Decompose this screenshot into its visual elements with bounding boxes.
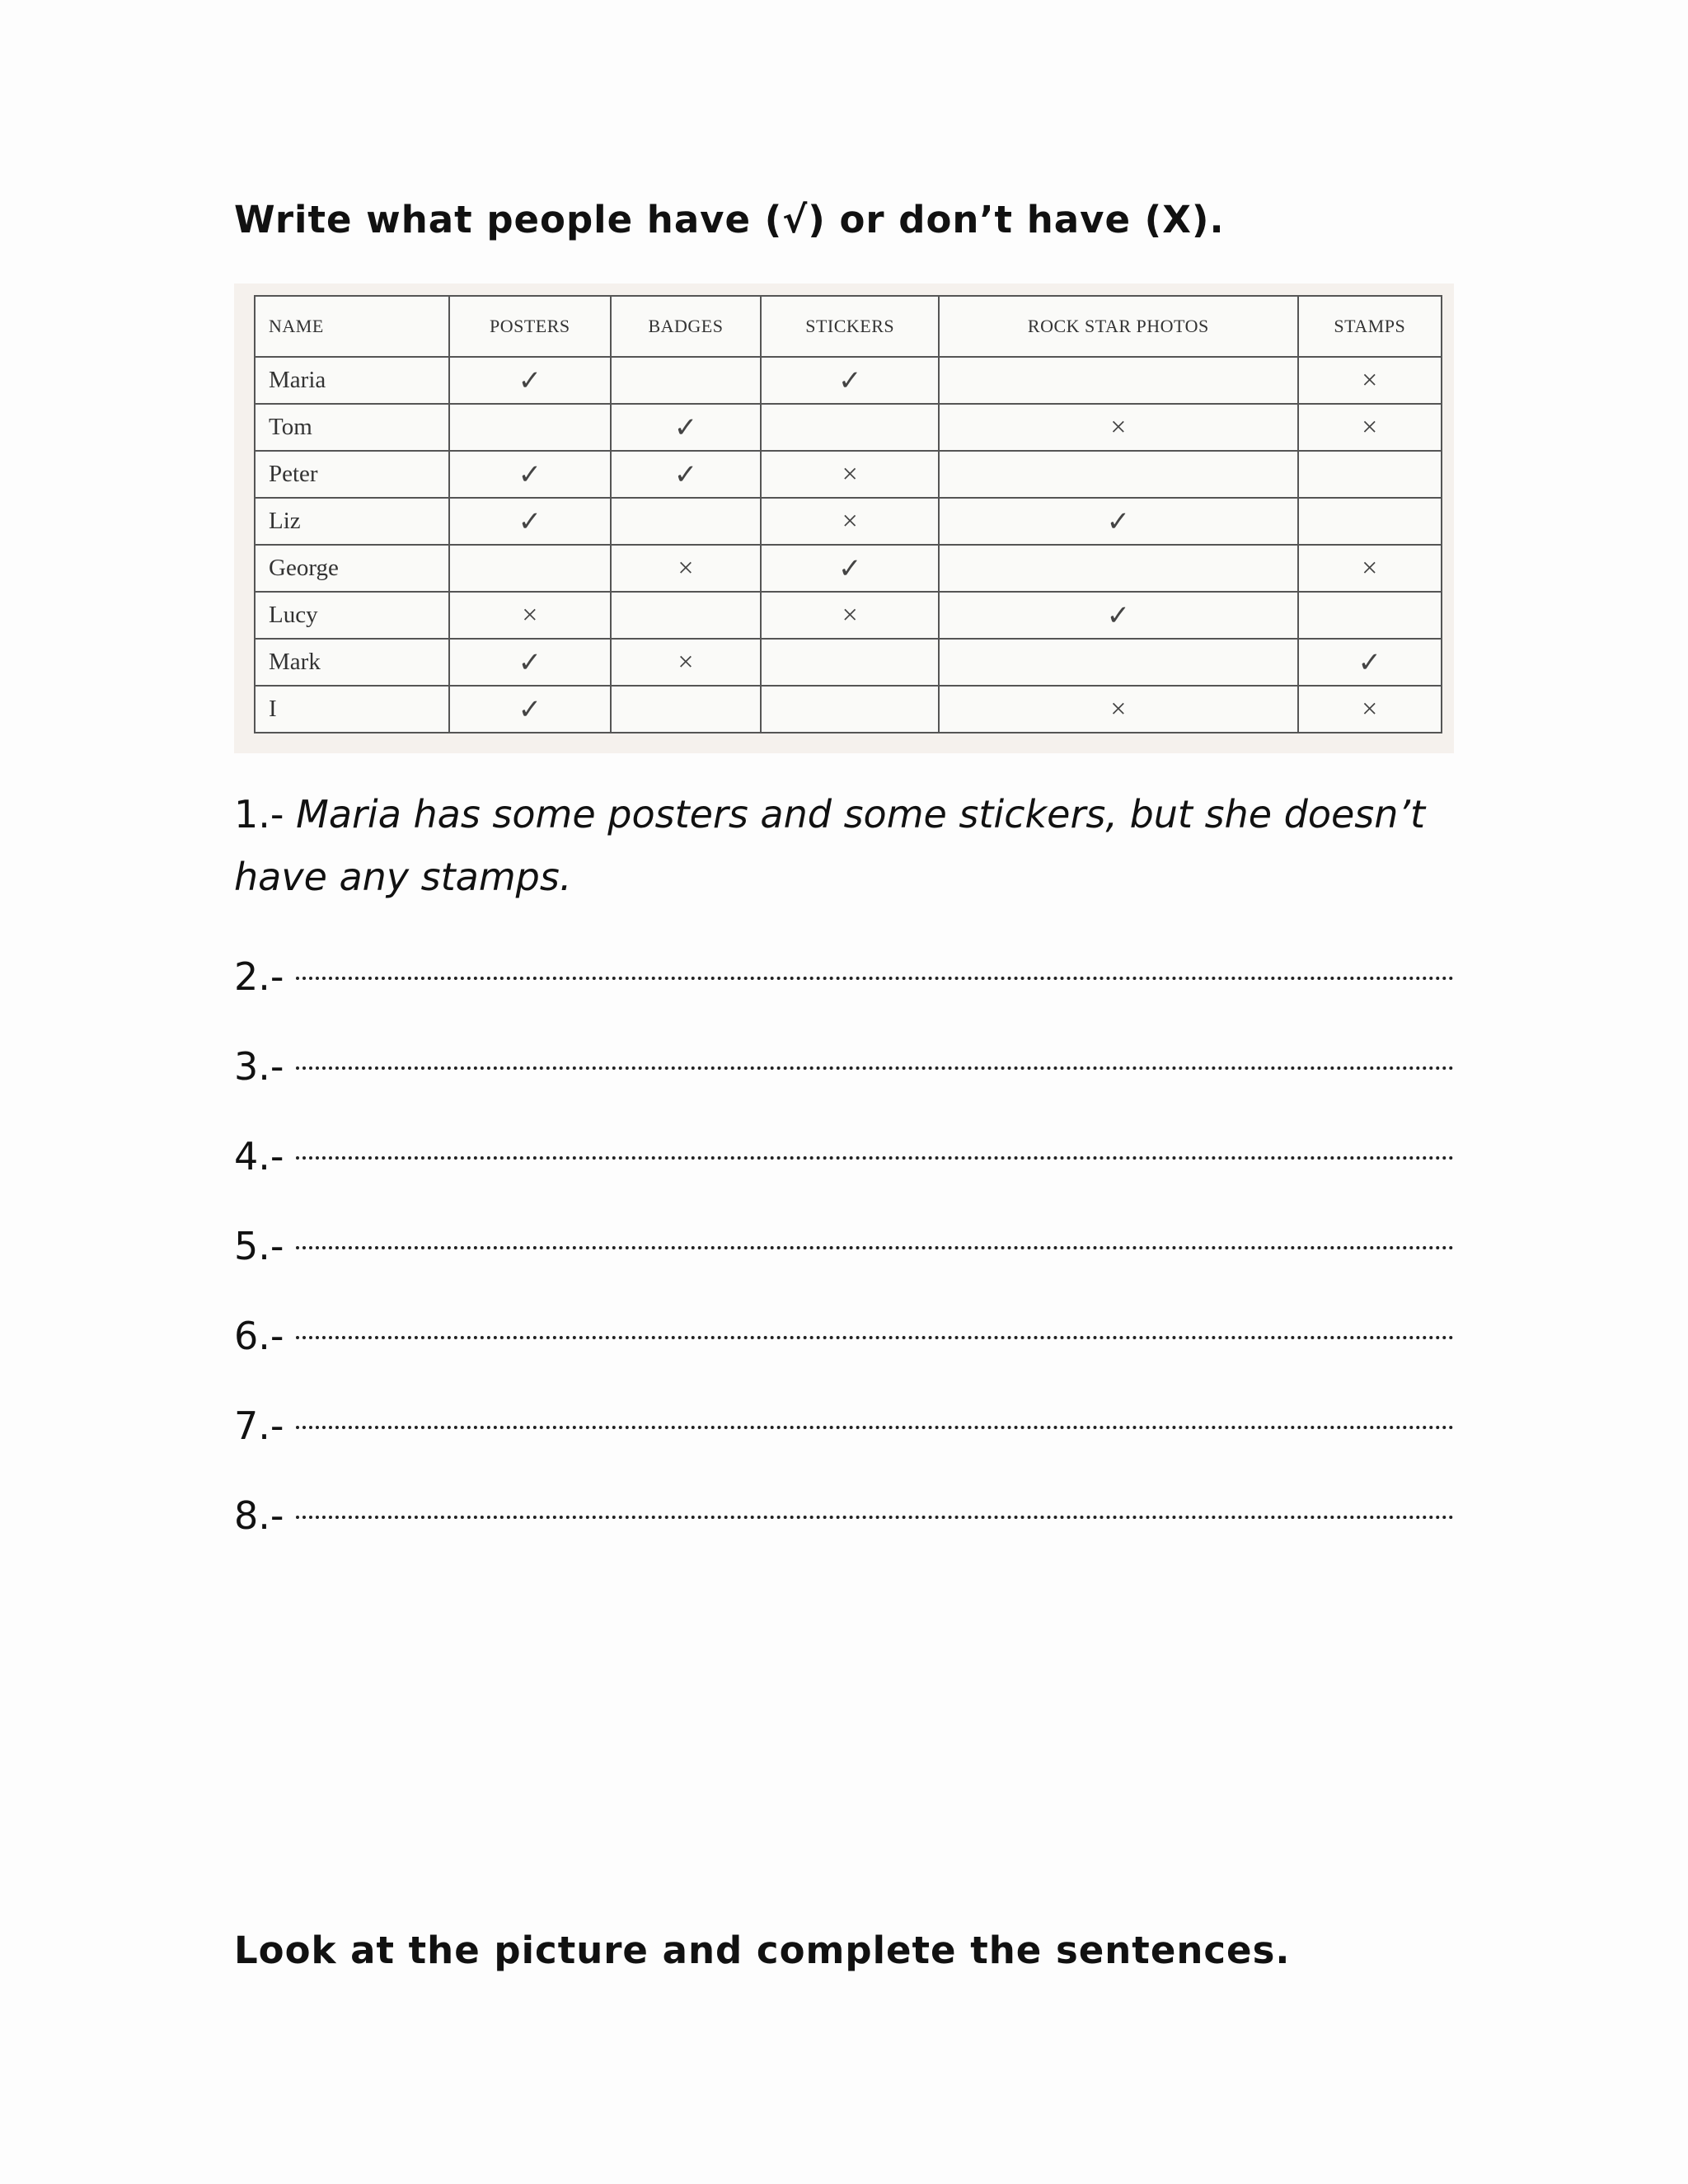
answer-line-6[interactable]: [234, 1300, 1454, 1358]
row-name: George: [255, 545, 449, 592]
line-number: 5.-: [234, 1224, 284, 1268]
mark-cell: ✓: [761, 357, 939, 404]
table-row: [255, 498, 1442, 545]
dotted-answer-space[interactable]: [296, 1210, 1455, 1259]
mark-cell: ×: [1298, 686, 1442, 733]
mark-cell: ✓: [1298, 639, 1442, 686]
mark-cell: [939, 545, 1297, 592]
mark-cell: [1298, 592, 1442, 639]
dotted-answer-space[interactable]: [296, 1479, 1455, 1529]
mark-cell: [611, 686, 762, 733]
dotted-answer-space[interactable]: [296, 1030, 1455, 1080]
row-name: Tom: [255, 404, 449, 451]
mark-cell: ✓: [449, 686, 611, 733]
dotted-answer-space[interactable]: [296, 1120, 1455, 1169]
mark-cell: ×: [761, 451, 939, 498]
table-header-row: [255, 296, 1442, 357]
mark-cell: [611, 498, 762, 545]
line-number: 4.-: [234, 1134, 284, 1179]
mark-cell: ×: [1298, 404, 1442, 451]
mark-cell: [939, 639, 1297, 686]
header-stickers: STICKERS: [761, 296, 939, 357]
instruction-heading-table: Write what people have (√) or don’t have (X).: [234, 198, 1225, 241]
mark-cell: [611, 592, 762, 639]
mark-cell: ✓: [449, 357, 611, 404]
example-sentence: [234, 783, 1454, 908]
table-row: [255, 357, 1442, 404]
mark-cell: [939, 451, 1297, 498]
mark-cell: [761, 686, 939, 733]
row-name: Maria: [255, 357, 449, 404]
possessions-table: [254, 295, 1442, 733]
mark-cell: [449, 545, 611, 592]
table-row: [255, 686, 1442, 733]
answer-line-8[interactable]: [234, 1479, 1454, 1538]
header-name: NAME: [255, 296, 449, 357]
header-stamps: STAMPS: [1298, 296, 1442, 357]
mark-cell: ✓: [449, 498, 611, 545]
table-row: [255, 404, 1442, 451]
example-text: Maria has some posters and some stickers, but she doesn’t have any stamps.: [234, 792, 1426, 899]
mark-cell: ×: [1298, 545, 1442, 592]
mark-cell: [761, 404, 939, 451]
mark-cell: ×: [611, 639, 762, 686]
dotted-answer-space[interactable]: [296, 1390, 1455, 1439]
mark-cell: [761, 639, 939, 686]
mark-cell: ×: [449, 592, 611, 639]
line-number: 3.-: [234, 1044, 284, 1089]
row-name: Liz: [255, 498, 449, 545]
row-name: Lucy: [255, 592, 449, 639]
line-number: 6.-: [234, 1314, 284, 1358]
row-name: I: [255, 686, 449, 733]
instruction-heading-picture: Look at the picture and complete the sentences.: [234, 1929, 1291, 1972]
table-row: [255, 451, 1442, 498]
mark-cell: ✓: [449, 639, 611, 686]
line-number: 2.-: [234, 954, 284, 999]
dotted-answer-space[interactable]: [296, 1300, 1455, 1349]
mark-cell: [449, 404, 611, 451]
header-posters: POSTERS: [449, 296, 611, 357]
header-rock-star-photos: ROCK STAR PHOTOS: [939, 296, 1297, 357]
mark-cell: ×: [939, 686, 1297, 733]
table-row: [255, 639, 1442, 686]
answer-line-2[interactable]: [234, 940, 1454, 999]
mark-cell: ✓: [761, 545, 939, 592]
mark-cell: ✓: [939, 592, 1297, 639]
answer-line-3[interactable]: [234, 1030, 1454, 1089]
mark-cell: ✓: [611, 404, 762, 451]
table-row: [255, 545, 1442, 592]
mark-cell: [611, 357, 762, 404]
mark-cell: [1298, 451, 1442, 498]
mark-cell: ×: [611, 545, 762, 592]
table-scan-image: [234, 284, 1454, 753]
mark-cell: ✓: [939, 498, 1297, 545]
mark-cell: [1298, 498, 1442, 545]
answer-line-4[interactable]: [234, 1120, 1454, 1179]
table-row: [255, 592, 1442, 639]
header-badges: BADGES: [611, 296, 762, 357]
answer-line-5[interactable]: [234, 1210, 1454, 1268]
line-number: 8.-: [234, 1493, 284, 1538]
row-name: Mark: [255, 639, 449, 686]
mark-cell: ✓: [611, 451, 762, 498]
line-number: 7.-: [234, 1404, 284, 1448]
mark-cell: ×: [939, 404, 1297, 451]
mark-cell: ×: [1298, 357, 1442, 404]
dotted-answer-space[interactable]: [296, 940, 1455, 990]
mark-cell: ×: [761, 498, 939, 545]
answer-line-7[interactable]: [234, 1390, 1454, 1448]
mark-cell: ✓: [449, 451, 611, 498]
mark-cell: [939, 357, 1297, 404]
mark-cell: ×: [761, 592, 939, 639]
row-name: Peter: [255, 451, 449, 498]
example-number: 1.-: [234, 792, 284, 837]
